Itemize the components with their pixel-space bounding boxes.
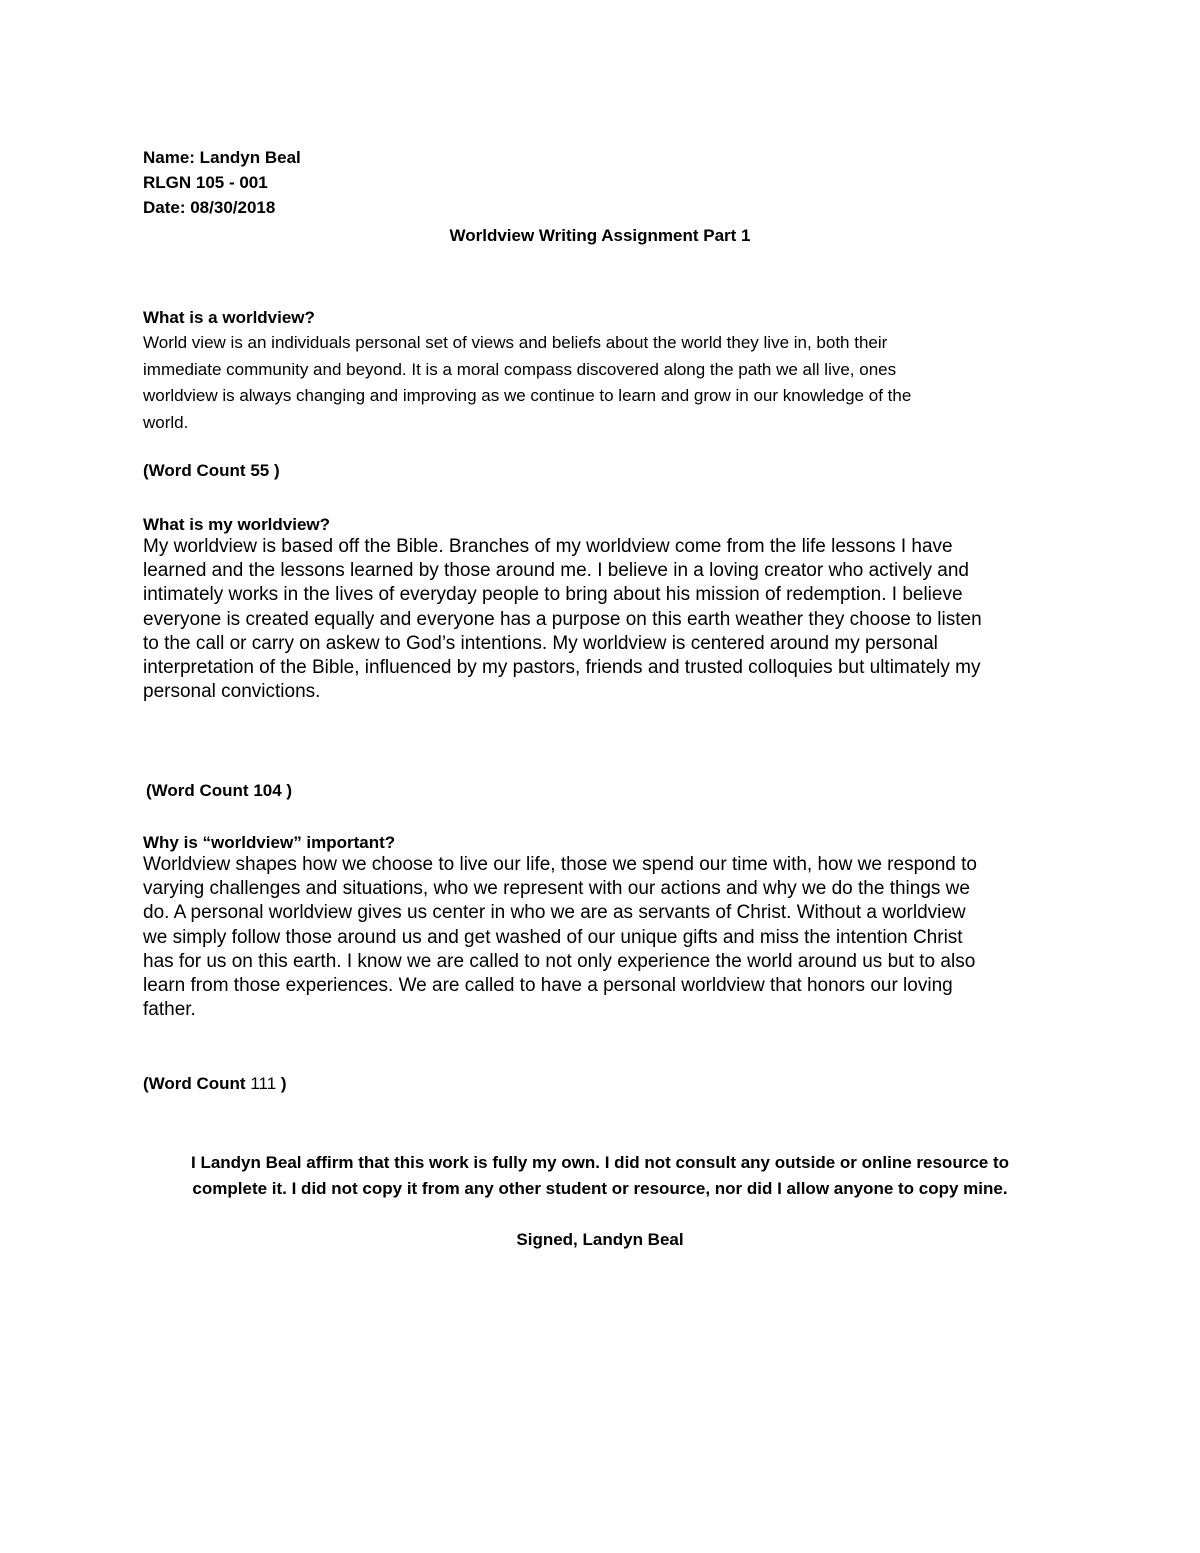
affirmation-line: complete it. I did not copy it from any other student or resource, nor did I allow anyone to copy mine. xyxy=(192,1179,1008,1198)
answer-why-worldview-important xyxy=(143,853,1073,1022)
document-title: Worldview Writing Assignment Part 1 xyxy=(449,226,751,245)
answer-what-is-worldview xyxy=(143,330,1063,436)
word-count-section3 xyxy=(143,1071,287,1097)
answer-line: world. xyxy=(143,412,189,432)
answer-line: to the call or carry on askew to God’s intentions. My worldview is centered around my personal xyxy=(143,632,938,654)
answer-my-worldview xyxy=(143,535,1073,704)
question-my-worldview: What is my worldview? xyxy=(143,515,331,534)
answer-line: My worldview is based off the Bible. Branches of my worldview come from the life lessons I have xyxy=(143,536,953,557)
affirmation-line: I Landyn Beal affirm that this work is fully my own. I did not consult any outside or online resource to xyxy=(191,1153,1009,1172)
course-code: RLGN 105 - 001 xyxy=(143,173,268,192)
word-count-prefix: (Word Count xyxy=(143,1074,251,1093)
student-name: Name: Landyn Beal xyxy=(143,148,301,167)
word-count-section1: (Word Count 55 ) xyxy=(143,461,280,480)
word-count-suffix: ) xyxy=(276,1074,287,1093)
answer-line: learn from those experiences. We are called to have a personal worldview that honors our loving xyxy=(143,974,953,996)
answer-line: we simply follow those around us and get washed of our unique gifts and miss the intention Christ xyxy=(143,926,963,948)
answer-line: World view is an individuals personal set of views and beliefs about the world they live in, both their xyxy=(143,333,888,352)
answer-line: immediate community and beyond. It is a moral compass discovered along the path we all live, ones xyxy=(143,359,897,379)
answer-line: interpretation of the Bible, influenced by my pastors, friends and trusted colloquies but ultimately my xyxy=(143,656,981,678)
answer-line: varying challenges and situations, who we represent with our actions and why we do the things we xyxy=(143,878,970,900)
answer-line: has for us on this earth. I know we are called to not only experience the world around us but to also xyxy=(143,950,976,972)
answer-line: do. A personal worldview gives us center in who we are as servants of Christ. Without a worldview xyxy=(143,902,966,924)
signature-line: Signed, Landyn Beal xyxy=(516,1230,684,1249)
word-count-section2: (Word Count 104 ) xyxy=(146,781,293,800)
assignment-date: Date: 08/30/2018 xyxy=(143,198,276,217)
document-header xyxy=(143,145,301,220)
question-what-is-worldview: What is a worldview? xyxy=(143,308,315,327)
affirmation-statement xyxy=(0,1150,1200,1202)
answer-line: intimately works in the lives of everyday people to bring about his mission of redemption. I believe xyxy=(143,584,963,606)
question-why-worldview-important: Why is “worldview” important? xyxy=(143,833,396,852)
answer-line: personal convictions. xyxy=(143,681,321,703)
answer-line: father. xyxy=(143,999,196,1021)
word-count-number: 111 xyxy=(250,1074,277,1093)
answer-line: worldview is always changing and improving as we continue to learn and grow in our knowledge of the xyxy=(143,386,912,405)
answer-line: Worldview shapes how we choose to live our life, those we spend our time with, how we respond to xyxy=(143,854,977,875)
answer-line: learned and the lessons learned by those around me. I believe in a loving creator who actively and xyxy=(143,560,969,582)
answer-line: everyone is created equally and everyone has a purpose on this earth weather they choose to listen xyxy=(143,608,982,630)
